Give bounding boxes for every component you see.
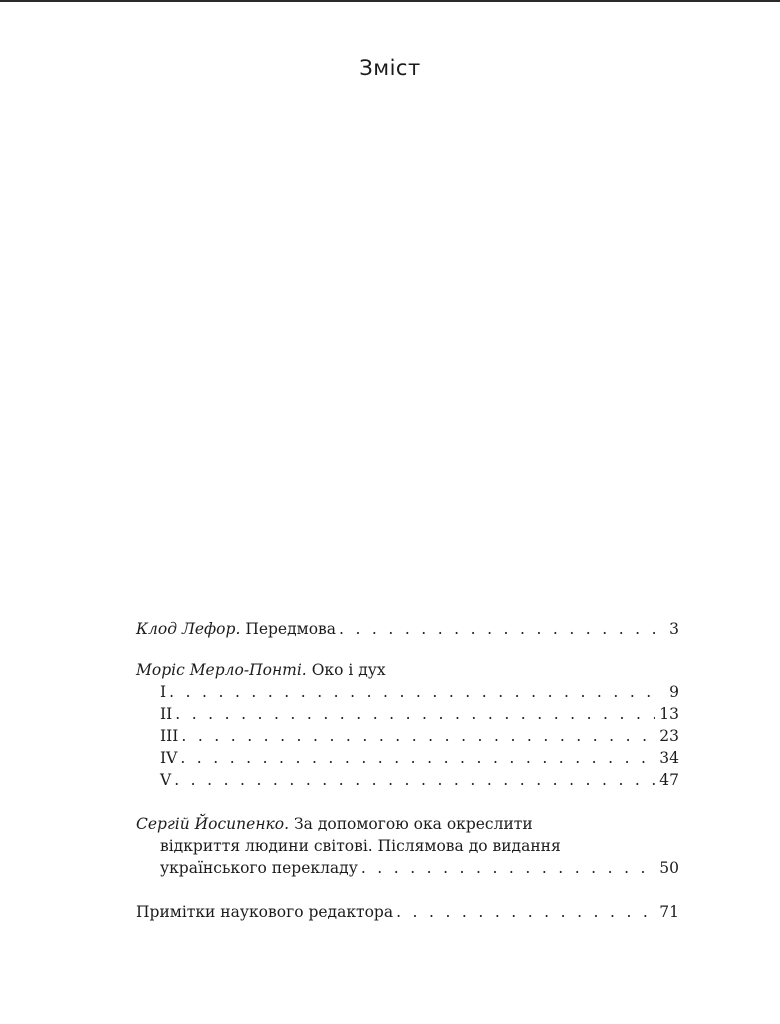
toc-page-number: 71 — [659, 903, 679, 921]
toc-subentry[interactable] — [136, 725, 679, 747]
toc-subentry-label: IV — [160, 749, 178, 767]
toc-page-number: 34 — [659, 749, 679, 767]
toc-page-number: 47 — [659, 771, 679, 789]
toc-entry-title-line: відкриття людини світові. Післямова до видання — [160, 837, 561, 855]
toc-subentry[interactable] — [136, 747, 679, 769]
toc-subentry-label: V — [160, 771, 172, 789]
toc-subentry-label: III — [160, 727, 179, 745]
dot-leader — [180, 747, 655, 769]
toc-entry-title: Око і дух — [311, 661, 386, 679]
toc-entry-title: Примітки наукового редактора — [136, 903, 394, 921]
toc-entry-afterword[interactable] — [136, 813, 679, 879]
toc-entry-author: Клод Лефор. — [136, 620, 241, 638]
toc-entry-author: Моріс Мерло-Понті. — [136, 661, 307, 679]
toc-subentry-label: I — [160, 683, 167, 701]
dot-leader — [339, 618, 655, 640]
toc-subentry[interactable] — [136, 681, 679, 703]
toc-page-number: 3 — [669, 620, 679, 638]
toc-subentry-label: II — [160, 705, 173, 723]
dot-leader — [361, 857, 655, 879]
toc-entry-eye-and-mind[interactable] — [136, 659, 679, 681]
toc-entry-preface[interactable] — [136, 618, 679, 640]
toc-subentry[interactable] — [136, 703, 679, 725]
toc-page-number: 13 — [659, 705, 679, 723]
dot-leader — [174, 769, 655, 791]
dot-leader — [396, 901, 655, 923]
toc-page-number: 9 — [669, 683, 679, 701]
dot-leader — [169, 681, 655, 703]
table-of-contents — [136, 618, 679, 923]
page-title: Зміст — [359, 56, 421, 80]
toc-subentry[interactable] — [136, 769, 679, 791]
dot-leader — [181, 725, 655, 747]
toc-entry-title-line: За допомогою ока окреслити — [294, 815, 533, 833]
toc-entry-author: Сергій Йосипенко. — [136, 815, 290, 833]
toc-entry-title: Передмова — [245, 620, 336, 638]
dot-leader — [175, 703, 655, 725]
toc-entry-title-line: українського перекладу — [160, 859, 358, 877]
toc-entry-editor-notes[interactable] — [136, 901, 679, 923]
toc-page-number: 50 — [659, 859, 679, 877]
toc-page-number: 23 — [659, 727, 679, 745]
top-border-rule — [0, 0, 780, 2]
